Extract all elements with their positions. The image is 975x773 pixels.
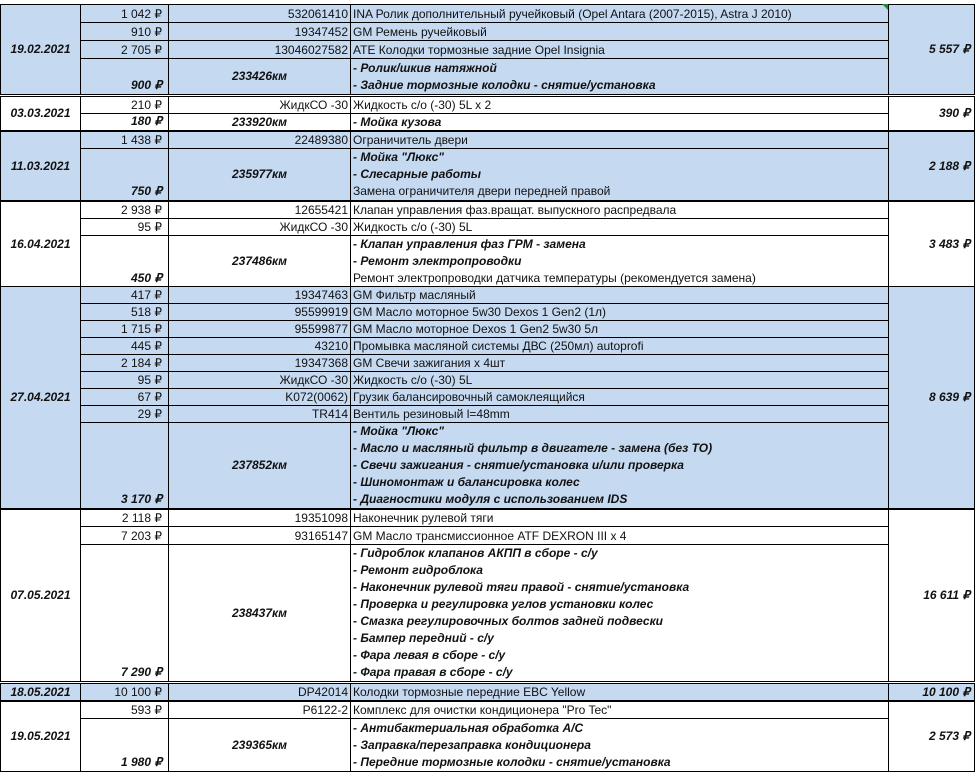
item-description-text: Ограничитель двери: [353, 133, 468, 147]
item-code-text: 532061410: [287, 7, 348, 21]
item-price-text: 518 ₽: [131, 305, 162, 319]
work-item: - Мойка "Люкс": [353, 424, 444, 438]
work-item: - Фара правая в сборе - с/у: [353, 665, 513, 679]
item-price-text: 95 ₽: [137, 220, 162, 234]
mileage[interactable]: [168, 58, 351, 95]
work-item: - Фара левая в сборе - с/у: [353, 648, 506, 662]
works-list[interactable]: [350, 422, 889, 509]
total-cell[interactable]: [888, 286, 975, 509]
mileage[interactable]: [168, 718, 351, 772]
item-description-text: GM Фильтр масляный: [353, 288, 476, 302]
item-description[interactable]: [350, 371, 889, 389]
work-item: - Ремонт электропроводки: [353, 254, 522, 268]
total-cell-text: 2 573 ₽: [929, 729, 970, 743]
item-code-text: ЖидкСО -30: [279, 373, 348, 387]
item-price-text: 593 ₽: [131, 703, 162, 717]
date-cell-text: 19.05.2021: [10, 729, 71, 743]
work-note: Замена ограничителя двери передней правой: [353, 184, 611, 198]
labor-price[interactable]: [80, 235, 169, 288]
item-description-text: Клапан управления фаз.вращат. выпускного распредвала: [353, 203, 677, 217]
labor-price[interactable]: [80, 422, 169, 509]
date-cell[interactable]: [0, 701, 81, 772]
item-description[interactable]: [350, 286, 889, 304]
item-description-text: Колодки тормозные передние EBC Yellow: [353, 685, 586, 699]
labor-price[interactable]: [80, 58, 169, 95]
item-description[interactable]: [350, 40, 889, 59]
item-description-text: INA Ролик дополнительный ручейковый (Opel Antara (2007-2015), Astra J 2010): [353, 7, 792, 21]
item-description-text: Наконечник рулевой тяги: [353, 511, 494, 525]
mileage-text: 237852км: [231, 458, 287, 472]
work-item: - Заправка/перезаправка кондиционера: [353, 737, 591, 752]
work-item: - Шиномонтаж и балансировка колес: [353, 475, 580, 489]
item-description[interactable]: [350, 131, 889, 149]
item-code-text: 12655421: [294, 203, 348, 217]
mileage-text: 239365км: [231, 737, 287, 752]
item-price[interactable]: [80, 320, 169, 338]
mileage-text: 235977км: [231, 167, 287, 181]
item-price-text: 1 715 ₽: [121, 322, 162, 336]
item-price[interactable]: [80, 405, 169, 423]
work-item: - Задние тормозные колодки - снятие/установка: [353, 77, 656, 92]
works-list[interactable]: [350, 718, 889, 772]
item-code-text: TR414: [311, 407, 348, 421]
item-description[interactable]: [350, 303, 889, 321]
item-description-text: Вентиль резиновый l=48mm: [353, 407, 510, 421]
labor-price[interactable]: [80, 148, 169, 201]
labor-price-text: 7 290 ₽: [121, 665, 162, 679]
item-code-text: 13046027582: [274, 43, 348, 57]
item-description-text: GM Масло моторное 5w30 Dexos 1 Gen2 (1л): [353, 305, 607, 319]
date-cell[interactable]: [0, 683, 81, 701]
item-code[interactable]: [168, 701, 351, 719]
item-code-text: ЖидкСО -30: [279, 98, 348, 112]
item-description[interactable]: [350, 4, 889, 23]
item-price[interactable]: [80, 218, 169, 236]
item-code-text: 19347368: [294, 356, 348, 370]
item-description[interactable]: [350, 201, 889, 219]
item-code[interactable]: [168, 131, 351, 149]
item-description[interactable]: [350, 683, 889, 701]
date-cell-text: 07.05.2021: [10, 588, 71, 602]
total-cell-text: 390 ₽: [939, 106, 970, 120]
item-code[interactable]: [168, 320, 351, 338]
item-price[interactable]: [80, 683, 169, 701]
item-price-text: 2 938 ₽: [121, 203, 162, 217]
item-description-text: GM Свечи зажигания x 4шт: [353, 356, 506, 370]
work-item: - Смазка регулировочных болтов задней подвески: [353, 614, 664, 628]
item-description[interactable]: [350, 337, 889, 355]
item-code-text: 93165147: [294, 529, 348, 543]
date-cell-text: 19.02.2021: [10, 42, 71, 56]
works-list[interactable]: [350, 235, 889, 288]
item-price[interactable]: [80, 526, 169, 545]
item-description-text: GM Ремень ручейковый: [353, 25, 487, 39]
item-description-text: Грузик балансировочный самоклеящийся: [353, 390, 585, 404]
item-description[interactable]: [350, 509, 889, 527]
work-item: - Антибактериальная обработка А/С: [353, 720, 584, 735]
labor-price[interactable]: [80, 544, 169, 682]
item-description[interactable]: [350, 96, 889, 114]
date-cell[interactable]: [0, 4, 81, 95]
mileage[interactable]: [168, 113, 351, 131]
work-item: - Гидроблок клапанов АКПП в сборе - с/у: [353, 546, 598, 560]
work-item: - Ремонт гидроблока: [353, 563, 483, 577]
item-price-text: 7 203 ₽: [121, 529, 162, 543]
item-code[interactable]: [168, 40, 351, 59]
item-price-text: 910 ₽: [131, 25, 162, 39]
item-description-text: ATE Колодки тормозные задние Opel Insignia: [353, 43, 605, 57]
item-price-text: 2 184 ₽: [121, 356, 162, 370]
item-price[interactable]: [80, 701, 169, 719]
item-price-text: 67 ₽: [137, 390, 162, 404]
item-code-text: 22489380: [294, 133, 348, 147]
item-description-text: Жидкость с/о (-30) 5L x 2: [353, 98, 492, 112]
total-cell-text: 3 483 ₽: [929, 237, 970, 251]
item-description-text: GM Масло моторное Dexos 1 Gen2 5w30 5л: [353, 322, 599, 336]
mileage[interactable]: [168, 148, 351, 201]
item-price-text: 210 ₽: [131, 98, 162, 112]
item-price[interactable]: [80, 286, 169, 304]
mileage-text: 233920км: [231, 114, 287, 129]
cell-comment-indicator-icon: [882, 4, 888, 10]
work-item: - Проверка и регулировка углов установки колес: [353, 597, 654, 611]
mileage[interactable]: [168, 544, 351, 682]
total-cell[interactable]: [888, 96, 975, 131]
item-description-text: Промывка масляной системы ДВС (250мл) autoprofi: [353, 339, 644, 353]
mileage[interactable]: [168, 235, 351, 288]
work-item: - Свечи зажигания - снятие/установка и/или проверка: [353, 458, 684, 472]
item-code-text: K072(0062): [285, 390, 348, 404]
item-price-text: 10 100 ₽: [114, 685, 162, 699]
item-price-text: 1 042 ₽: [121, 7, 162, 21]
date-cell[interactable]: [0, 286, 81, 509]
total-cell-text: 8 639 ₽: [929, 390, 970, 404]
item-code-text: ЖидкСО -30: [279, 220, 348, 234]
date-cell-text: 03.03.2021: [10, 106, 71, 120]
total-cell[interactable]: [888, 201, 975, 288]
item-price-text: 2 118 ₽: [121, 511, 162, 525]
labor-price-text: 1 980 ₽: [121, 755, 162, 769]
item-price[interactable]: [80, 201, 169, 219]
work-item: - Диагностики модуля с использованием IDS: [353, 492, 628, 506]
item-price[interactable]: [80, 131, 169, 149]
item-code-text: 43210: [314, 339, 348, 353]
item-code-text: 95599919: [294, 305, 348, 319]
item-code[interactable]: [168, 509, 351, 527]
mileage[interactable]: [168, 422, 351, 509]
item-price[interactable]: [80, 509, 169, 527]
work-item: - Наконечник рулевой тяги правой - снятие/установка: [353, 580, 690, 594]
item-code[interactable]: [168, 22, 351, 41]
date-cell-text: 18.05.2021: [10, 684, 71, 699]
item-price[interactable]: [80, 4, 169, 23]
item-price-text: 1 438 ₽: [121, 133, 162, 147]
total-cell[interactable]: [888, 4, 975, 95]
item-description-text: Жидкость с/о (-30) 5L: [353, 220, 473, 234]
date-cell-text: 11.03.2021: [10, 158, 71, 173]
item-description-text: Жидкость с/о (-30) 5L: [353, 373, 473, 387]
works-list[interactable]: [350, 113, 889, 131]
works-list[interactable]: [350, 58, 889, 95]
item-description[interactable]: [350, 388, 889, 406]
item-description-text: Комплекс для очистки кондиционера "Pro Tec": [353, 703, 612, 717]
item-price[interactable]: [80, 337, 169, 355]
item-price[interactable]: [80, 96, 169, 114]
item-price[interactable]: [80, 22, 169, 41]
item-price-text: 2 705 ₽: [121, 43, 162, 57]
item-code[interactable]: [168, 96, 351, 114]
date-cell[interactable]: [0, 509, 81, 682]
item-price[interactable]: [80, 388, 169, 406]
item-code[interactable]: [168, 218, 351, 236]
item-code[interactable]: [168, 354, 351, 372]
item-price-text: 445 ₽: [131, 339, 162, 353]
item-code-text: 19347452: [294, 25, 348, 39]
item-description[interactable]: [350, 218, 889, 236]
item-price[interactable]: [80, 354, 169, 372]
total-cell[interactable]: [888, 509, 975, 682]
item-description[interactable]: [350, 320, 889, 338]
item-code[interactable]: [168, 371, 351, 389]
item-price[interactable]: [80, 40, 169, 59]
labor-price-text: 900 ₽: [131, 78, 162, 92]
item-price-text: 417 ₽: [131, 288, 162, 302]
total-cell-text: 2 188 ₽: [929, 158, 970, 173]
item-code-text: DP42014: [297, 685, 348, 699]
date-cell-text: 27.04.2021: [10, 390, 71, 404]
item-code[interactable]: [168, 388, 351, 406]
item-code[interactable]: [168, 303, 351, 321]
labor-price[interactable]: [80, 113, 169, 131]
mileage-text: 233426км: [231, 69, 287, 83]
mileage-text: 238437км: [231, 605, 287, 620]
item-code-text: P6122-2: [302, 703, 348, 717]
labor-price-text: 180 ₽: [131, 114, 162, 128]
works-list[interactable]: [350, 148, 889, 201]
item-code-text: 19347463: [294, 288, 348, 302]
item-description[interactable]: [350, 701, 889, 719]
date-cell[interactable]: [0, 96, 81, 131]
item-code[interactable]: [168, 4, 351, 23]
work-item: - Масло и масляный фильтр в двигателе - замена (без ТО): [353, 441, 713, 455]
item-code[interactable]: [168, 337, 351, 355]
work-item: - Передние тормозные колодки - снятие/установка: [353, 754, 671, 769]
item-description[interactable]: [350, 354, 889, 372]
item-code[interactable]: [168, 286, 351, 304]
work-item: - Мойка "Люкс": [353, 150, 444, 164]
total-cell-text: 5 557 ₽: [929, 42, 970, 56]
total-cell[interactable]: [888, 683, 975, 701]
total-cell-text: 16 611 ₽: [923, 588, 970, 602]
work-item: - Мойка кузова: [353, 114, 442, 129]
item-code[interactable]: [168, 201, 351, 219]
item-code-text: 95599877: [294, 322, 348, 336]
mileage-text: 237486км: [231, 254, 287, 268]
work-item: - Бампер передний - с/у: [353, 631, 494, 645]
item-description-text: GM Масло трансмиссионное ATF DEXRON III x 4: [353, 529, 627, 543]
works-list[interactable]: [350, 544, 889, 682]
total-cell[interactable]: [888, 701, 975, 772]
item-code[interactable]: [168, 526, 351, 545]
item-code-text: 19351098: [294, 511, 348, 525]
total-cell[interactable]: [888, 131, 975, 201]
item-description[interactable]: [350, 22, 889, 41]
item-price[interactable]: [80, 303, 169, 321]
labor-price-text: 750 ₽: [131, 184, 162, 198]
item-price-text: 95 ₽: [137, 373, 162, 387]
date-cell[interactable]: [0, 131, 81, 201]
item-description[interactable]: [350, 405, 889, 423]
work-note: Ремонт электропроводки датчика температуры (рекомендуется замена): [353, 271, 756, 285]
labor-price-text: 3 170 ₽: [121, 492, 162, 506]
work-item: - Слесарные работы: [353, 167, 481, 181]
date-cell[interactable]: [0, 201, 81, 288]
item-code[interactable]: [168, 405, 351, 423]
work-item: - Ролик/шкив натяжной: [353, 60, 497, 75]
labor-price[interactable]: [80, 718, 169, 772]
work-item: - Клапан управления фаз ГРМ - замена: [353, 237, 586, 251]
total-cell-text: 10 100 ₽: [922, 684, 970, 699]
date-cell-text: 16.04.2021: [10, 237, 71, 251]
item-price-text: 29 ₽: [137, 407, 162, 421]
item-description[interactable]: [350, 526, 889, 545]
item-code[interactable]: [168, 683, 351, 701]
item-price[interactable]: [80, 371, 169, 389]
labor-price-text: 450 ₽: [131, 271, 162, 285]
